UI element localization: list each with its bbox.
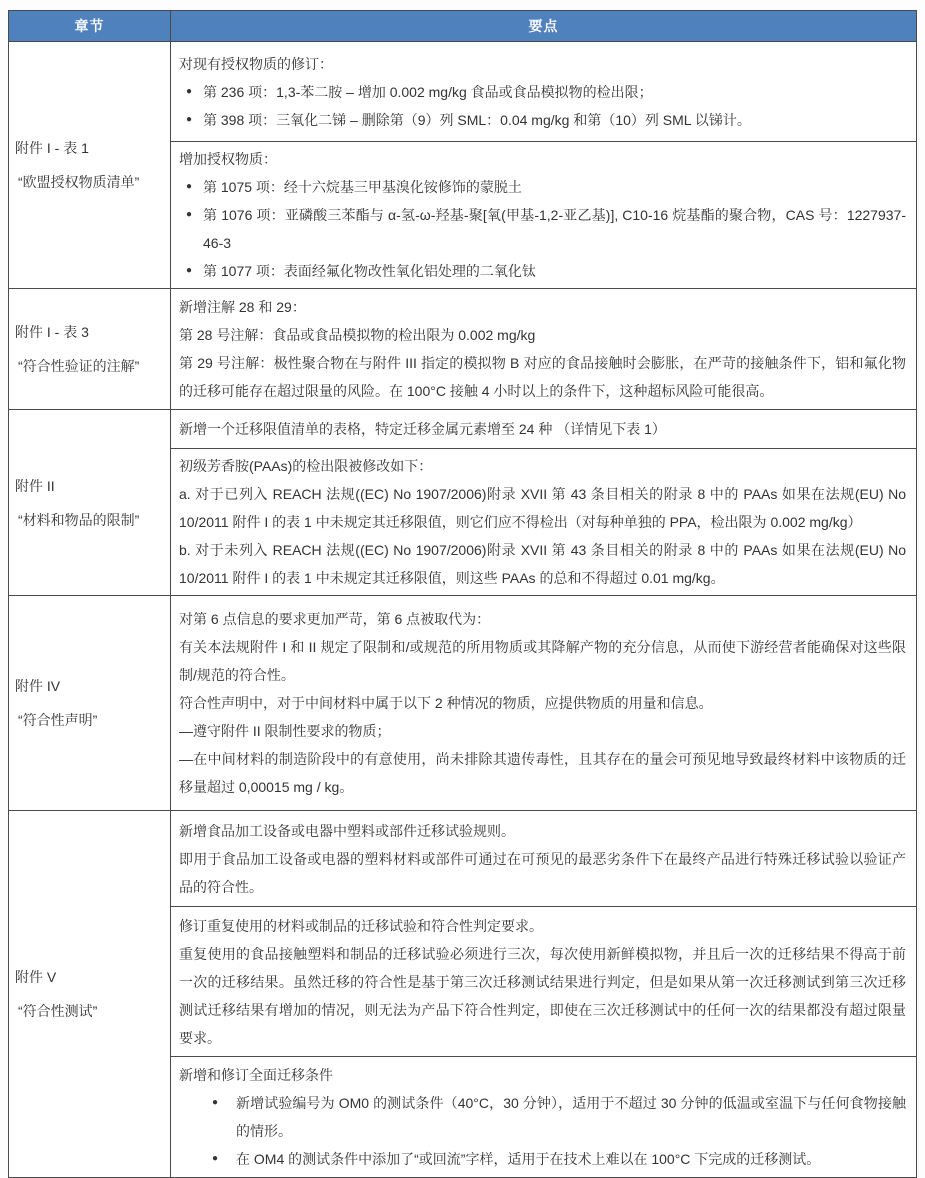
table-row (9, 410, 917, 449)
points-cell (171, 1057, 917, 1178)
table-row (9, 596, 917, 811)
bullet-item (179, 1145, 906, 1173)
bullet-item (179, 106, 906, 134)
points-cell (171, 449, 917, 596)
points-cell (171, 42, 917, 142)
paragraph: 新增注解 28 和 29： (179, 299, 306, 315)
paragraph: 即用于食品加工设备或电器的塑料材料或部件可通过在可预见的最恶劣条件下在最终产品进行特殊迁移试验以验证产品的符合性。 (179, 850, 906, 895)
points-cell (171, 907, 917, 1057)
section-title: 附件 V (15, 969, 57, 985)
bullet-item (179, 173, 906, 201)
bullet-icon: ● (186, 265, 193, 276)
paragraph: 符合性声明中，对于中间材料中属于以下 2 种情况的物质，应提供物质的用量和信息。 (179, 695, 713, 711)
table-row (9, 289, 917, 410)
paragraph: 初级芳香胺(PAAs)的检出限被修改如下： (179, 458, 433, 474)
paragraph: 新增一个迁移限值清单的表格，特定迁移金属元素增至 24 种 （详情见下表 1） (179, 421, 666, 437)
section-subtitle: “符合性测试” (18, 1003, 98, 1019)
section-cell-annex1-table3 (9, 289, 171, 410)
table-header-row (9, 11, 917, 42)
paragraph: —遵守附件 II 限制性要求的物质； (179, 723, 391, 739)
paragraph: 增加授权物质： (179, 151, 277, 167)
paragraph: 新增和修订全面迁移条件 (179, 1067, 333, 1083)
paragraph: 新增食品加工设备或电器中塑料或部件迁移试验规则。 (179, 822, 515, 839)
bullet-item (179, 78, 906, 106)
bullet-item (179, 257, 906, 285)
bullet-text: 第 398 项：三氧化二锑 – 删除第（9）列 SML：0.04 mg/kg 和第（10）列 SML 以锑计。 (203, 111, 751, 128)
section-title: 附件 I - 表 1 (15, 140, 89, 156)
points-cell (171, 811, 917, 907)
section-title: 附件 IV (15, 678, 61, 694)
section-subtitle: “符合性声明” (18, 712, 98, 728)
bullet-text: 在 OM4 的测试条件中添加了“或回流”字样，适用于在技术上难以在 100°C 下完成的迁移测试。 (236, 1151, 821, 1167)
bullet-text: 第 236 项：1,3-苯二胺 – 增加 0.002 mg/kg 食品或食品模拟物的检出限； (203, 83, 653, 100)
points-cell (171, 289, 917, 410)
paragraph: 有关本法规附件 I 和 II 规定了限制和/或规范的所用物质或其降解产物的充分信息，从而使下游经营者能确保对这些限制/规范的符合性。 (179, 639, 906, 683)
column-header-section: 章节 (9, 11, 171, 42)
bullet-item (179, 1089, 906, 1145)
bullet-icon: ● (212, 1153, 219, 1164)
paragraph: a. 对于已列入 REACH 法规((EC) No 1907/2006)附录 XVII 第 43 条目相关的附录 8 中的 PAAs 如果在法规(EU) No 10/2011 附件 I 的表 1 中未规定其迁移限值，则它们应不得检出（对每种单独的 PPA，检出限为 0.002 mg/kg） (179, 486, 906, 530)
section-cell-annex5 (9, 811, 171, 1178)
paragraph: —在中间材料的制造阶段中的有意使用，尚未排除其遗传毒性，且其存在的量会可预见地导致最终材料中该物质的迁移量超过 0,00015 mg / kg。 (179, 751, 906, 795)
section-cell-annex1-table1 (9, 42, 171, 289)
section-subtitle: “符合性验证的注解” (18, 358, 140, 374)
paragraph: 对第 6 点信息的要求更加严苛，第 6 点被取代为： (179, 611, 491, 627)
table-row (9, 811, 917, 907)
section-cell-annex4 (9, 596, 171, 811)
points-cell (171, 142, 917, 289)
section-cell-annex2 (9, 410, 171, 596)
column-header-points: 要点 (171, 11, 917, 42)
bullet-icon: ● (186, 85, 193, 97)
paragraph: 修订重复使用的材料或制品的迁移试验和符合性判定要求。 (179, 917, 543, 934)
section-title: 附件 I - 表 3 (15, 324, 89, 340)
bullet-icon: ● (186, 209, 193, 220)
paragraph: b. 对于未列入 REACH 法规((EC) No 1907/2006)附录 XVII 第 43 条目相关的附录 8 中的 PAAs 如果在法规(EU) No 10/2011 附件 I 的表 1 中未规定其迁移限值，则这些 PAAs 的总和不得超过 0.01 mg/kg。 (179, 542, 906, 586)
points-cell (171, 410, 917, 449)
bullet-icon: ● (186, 181, 193, 192)
section-subtitle: “材料和物品的限制” (18, 511, 140, 528)
paragraph: 重复使用的食品接触塑料和制品的迁移试验必须进行三次，每次使用新鲜模拟物，并且后一次的迁移结果不得高于前一次的迁移结果。虽然迁移的符合性是基于第三次迁移测试结果进行判定，但是如果从第一次迁移测试到第三次迁移测试迁移结果有增加的情况，则无法为产品下符合性判定，即使在三次迁移测试中的任何一次的结果都没有超过限量要求。 (179, 945, 906, 1046)
paragraph: 第 29 号注解：极性聚合物在与附件 III 指定的模拟物 B 对应的食品接触时会膨胀，在严苛的接触条件下，铝和氟化物的迁移可能存在超过限量的风险。在 100°C 接触 4 小时以上的条件下，这种超标风险可能很高。 (179, 355, 906, 399)
bullet-text: 第 1077 项：表面经氟化物改性氧化铝处理的二氧化钛 (203, 263, 536, 279)
revision-summary-table (8, 10, 917, 1178)
table-row (9, 42, 917, 142)
bullet-icon: ● (186, 113, 193, 125)
bullet-item (179, 201, 906, 257)
section-title: 附件 II (15, 477, 55, 494)
paragraph: 对现有授权物质的修订： (179, 55, 333, 72)
points-cell (171, 596, 917, 811)
section-subtitle: “欧盟授权物质清单” (18, 174, 140, 190)
bullet-text: 第 1076 项：亚磷酸三苯酯与 α-氢-ω-羟基-聚[氧(甲基-1,2-亚乙基)], C10-16 烷基酯的聚合物，CAS 号：1227937-46-3 (203, 207, 906, 251)
bullet-text: 第 1075 项：经十六烷基三甲基溴化铵修饰的蒙脱土 (203, 179, 522, 195)
paragraph: 第 28 号注解：食品或食品模拟物的检出限为 0.002 mg/kg (179, 327, 536, 343)
bullet-text: 新增试验编号为 OM0 的测试条件（40°C，30 分钟），适用于不超过 30 分钟的低温或室温下与任何食物接触的情形。 (236, 1095, 906, 1139)
bullet-icon: ● (212, 1097, 219, 1108)
